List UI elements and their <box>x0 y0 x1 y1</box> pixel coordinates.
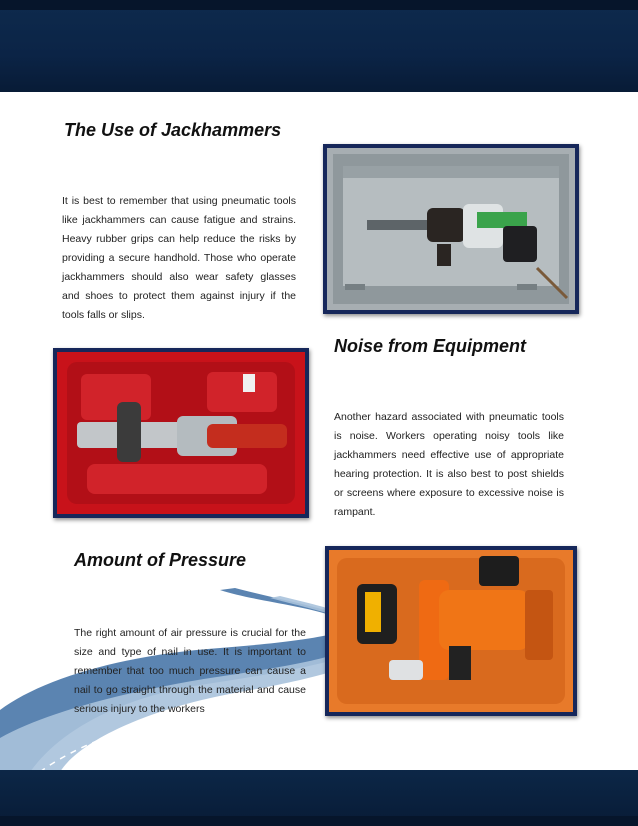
photo-red-case-jackhammer <box>53 348 309 518</box>
heading-jackhammers: The Use of Jackhammers <box>64 120 282 140</box>
header-band <box>0 0 638 92</box>
photo-nail-gun-in-case <box>325 546 577 716</box>
paragraph-pressure: The right amount of air pressure is crucial for the size and type of nail in use. It is important to remember that too much pressure can cause a nail to go straight through the material and cause serious injury to the workers <box>74 627 306 715</box>
heading-noise: Noise from Equipment <box>334 336 527 356</box>
heading-pressure: Amount of Pressure <box>74 550 247 570</box>
photo-jackhammer-in-case <box>323 144 579 314</box>
footer-band <box>0 770 638 826</box>
paragraph-noise: Another hazard associated with pneumatic tools is noise. Workers operating noisy tools like jackhammers need effective use of appropriate hearing protection. It is also best to post shields or screens where exposure to excessive noise is rampant. <box>334 411 564 518</box>
paragraph-jackhammers: It is best to remember that using pneumatic tools like jackhammers can cause fatigue and strains. Heavy rubber grips can help reduce the risks by providing a secure handhold. Those who operate jackhammers should also wear safety glasses and shoes to protect them against injury if the tools falls or slips. <box>62 195 296 321</box>
